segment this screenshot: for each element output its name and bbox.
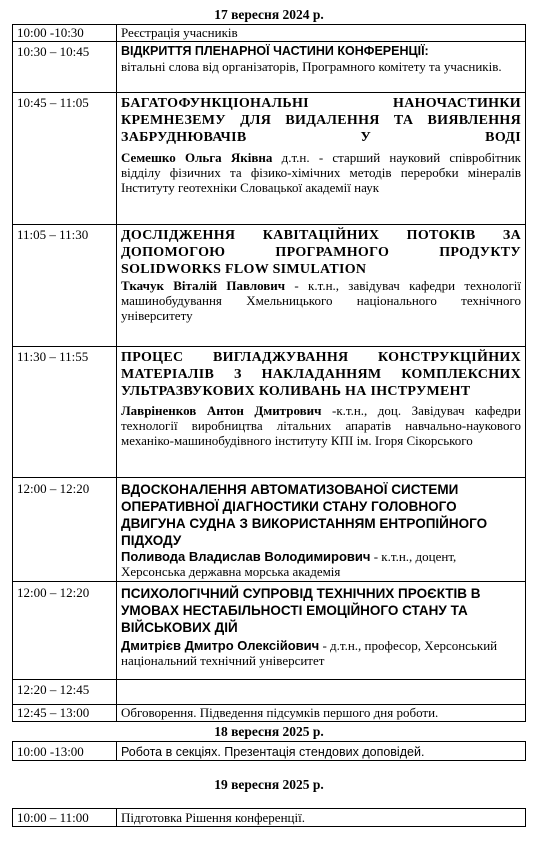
session-cell [117, 42, 526, 93]
table-row [13, 478, 526, 582]
session-cell [117, 582, 526, 680]
schedule-table-day-1 [12, 24, 526, 722]
speaker-name: Дмитрієв Дмитро Олексійович [121, 638, 320, 653]
session-cell [117, 347, 526, 478]
session-title: БАГАТОФУНКЦІОНАЛЬНІ НАНОЧАСТИНКИ КРЕМНЕЗЕМУ ДЛЯ ВИДАЛЕННЯ ТА ВИЯВЛЕННЯ ЗАБРУДНЮВАЧІВ У ВОДІ [121, 96, 521, 145]
speaker-details: - к.т.н., завідувач кафедри технології машинобудування Хмельницького національного технічного університету [121, 278, 522, 323]
speaker-name: Лавріненков Антон Дмитрович [121, 403, 322, 418]
session-speaker-block [121, 278, 521, 323]
speaker-name: Ткачук Віталій Павлович [121, 278, 286, 293]
time-cell: 11:05 – 11:30 [13, 225, 117, 347]
speaker-details: д.т.н. - старший науковий співробітник відділу фізичних та фізико-хімічних методів переробки мінералів Інституту геотехніки Словацької академії наук [121, 150, 521, 195]
speaker-details: - д.т.н., професор, Херсонський національний технічний університет [121, 638, 498, 668]
session-text: Підготовка Рішення конференції. [121, 810, 305, 825]
session-title: ВДОСКОНАЛЕННЯ АВТОМАТИЗОВАНОЇ СИСТЕМИ ОПЕРАТИВНОЇ ДІАГНОСТИКИ СТАНУ ГОЛОВНОГО ДВИГУНА СУДНА З ВИКОРИСТАННЯМ ЕНТРОПІЙНОГО ПІДХОДУ [121, 482, 488, 548]
session-cell [117, 742, 526, 761]
table-row [13, 742, 526, 761]
speaker-name: Семешко Ольга Яківна [121, 150, 273, 165]
time-cell: 12:00 – 12:20 [13, 478, 117, 582]
speaker-name: Поливода Владислав Володимирович [121, 549, 371, 564]
session-cell [117, 93, 526, 225]
table-row [13, 93, 526, 225]
time-cell: 10:30 – 10:45 [13, 42, 117, 93]
table-row [13, 809, 526, 827]
time-cell: 10:45 – 11:05 [13, 93, 117, 225]
table-row [13, 42, 526, 93]
table-row [13, 225, 526, 347]
session-text: Обговорення. Підведення підсумків першого дня роботи. [121, 705, 439, 720]
session-title: ПСИХОЛОГІЧНИЙ СУПРОВІД ТЕХНІЧНИХ ПРОЄКТІВ В УМОВАХ НЕСТАБІЛЬНОСТІ ЕМОЦІЙНОГО СТАНУ ТА ВІЙСЬКОВИХ ДІЙ [121, 586, 481, 635]
table-row [13, 705, 526, 722]
session-speaker-block [121, 403, 521, 448]
day-heading-1: 17 вересня 2024 р. [214, 7, 324, 22]
session-speaker-block [121, 150, 521, 195]
time-cell: 11:30 – 11:55 [13, 347, 117, 478]
session-speaker-block [121, 638, 521, 668]
speaker-details: -к.т.н., доц. Завідувач кафедри технології виробництва літальних апаратів навчально-наукового механіко-машинобудівного інституту КПІ ім. Ігоря Сікорського [121, 403, 521, 448]
time-cell: 12:20 – 12:45 [13, 680, 117, 705]
time-cell: 10:00 -10:30 [13, 25, 117, 42]
session-text: Реєстрація учасників [121, 25, 238, 40]
session-speaker-block [121, 549, 521, 579]
day-heading-2: 18 вересня 2025 р. [214, 724, 324, 739]
session-text: Робота в секціях. Презентація стендових доповідей. [121, 745, 425, 759]
session-cell [117, 705, 526, 722]
session-cell [117, 680, 526, 705]
table-row [13, 582, 526, 680]
schedule-table-day-2 [12, 741, 526, 761]
time-cell: 12:00 – 12:20 [13, 582, 117, 680]
session-title: ДОСЛІДЖЕННЯ КАВІТАЦІЙНИХ ПОТОКІВ ЗА ДОПОМОГОЮ ПРОГРАМНОГО ПРОДУКТУ SOLIDWORKS FLOW SIMULATION [121, 228, 521, 277]
time-cell: 12:45 – 13:00 [13, 705, 117, 722]
session-title: ВІДКРИТТЯ ПЛЕНАРНОЇ ЧАСТИНИ КОНФЕРЕНЦІЇ: [121, 44, 429, 58]
session-cell [117, 478, 526, 582]
speaker-details: - к.т.н., доцент, Херсонська державна морська академія [121, 549, 457, 579]
time-cell: 10:00 -13:00 [13, 742, 117, 761]
session-text: вітальні слова від організаторів, Програмного комітету та учасників. [121, 59, 502, 74]
schedule-table-day-3 [12, 808, 526, 827]
table-row [13, 25, 526, 42]
session-cell [117, 225, 526, 347]
table-row [13, 347, 526, 478]
day-heading-3: 19 вересня 2025 р. [214, 777, 324, 792]
time-cell: 10:00 – 11:00 [13, 809, 117, 827]
session-title: ПРОЦЕС ВИГЛАДЖУВАННЯ КОНСТРУКЦІЙНИХ МАТЕРІАЛІВ З НАКЛАДАННЯМ КОМПЛЕКСНИХ УЛЬТРАЗВУКОВИХ КОЛИВАНЬ НА ІНСТРУМЕНТ [121, 350, 521, 399]
session-cell [117, 809, 526, 827]
session-cell [117, 25, 526, 42]
table-row [13, 680, 526, 705]
